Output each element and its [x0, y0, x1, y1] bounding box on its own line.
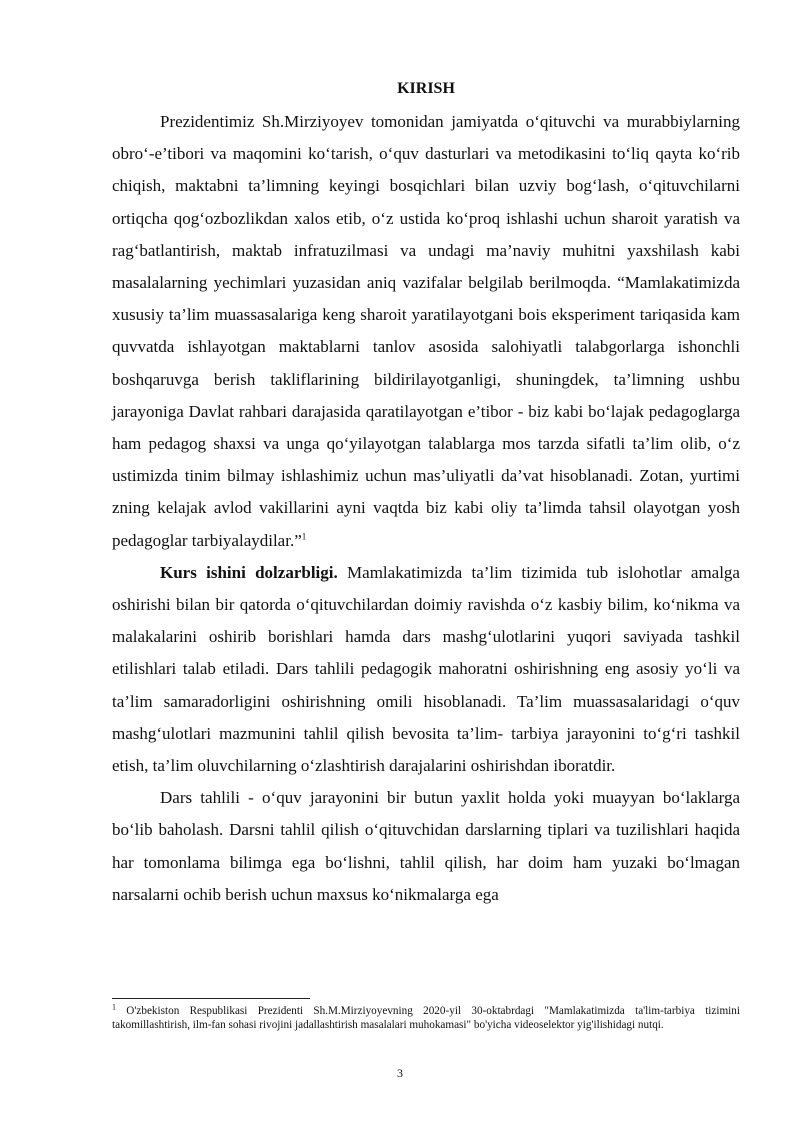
relevance-paragraph: [112, 557, 740, 782]
footnote-divider: [112, 998, 310, 999]
page-body: [112, 76, 740, 911]
relevance-heading: Kurs ishini dolzarbligi.: [160, 562, 338, 582]
footnote-number: 1: [112, 1002, 116, 1012]
lesson-analysis-paragraph: Dars tahlili - o‘quv jarayonini bir butun yaxlit holda yoki muayyan bo‘laklarga bo‘lib baholash. Darsni tahlil qilish o‘qituvchidan darslarning tiplari va tuzilishlari haqida har tomonlama bilimga ega bo‘lishni, tahlil qilish, har doim ham yuzaki bo‘lmagan narsalarni ochib berish uchun maxsus ko‘nikmalarga ega: [112, 788, 740, 904]
intro-paragraph-text: Prezidentimiz Sh.Mirziyoyev tomonidan jamiyatda o‘qituvchi va murabbiylarning obro‘-e’tibori va maqomini ko‘tarish, o‘quv dasturlari va metodikasini to‘liq qayta ko‘rib chiqish, maktabni ta’limning keyingi bosqichlari bilan uzviy bog‘lash, o‘qituvchilarni ortiqcha qog‘ozbozlikdan xalos etib, o‘z ustida ko‘proq ishlashi uchun sharoit yaratish va rag‘batlantirish, maktab infratuzilmasi va undagi ma’naviy muhitni yaxshilash kabi masalalarning yechimlari yuzasidan aniq vazifalar belgilab berilmoqda. “Mamlakatimizda xususiy ta’lim muassasalariga keng sharoit yaratilayotgani bois eksperiment tariqasida kam quvvatda ishlayotgan maktablarni tanlov asosida salohiyatli talabgorlarga ishonchli boshqaruvga berish takliflarining bildirilayotganligi, shuningdek, ta’limning ushbu jarayoniga Davlat rahbari darajasida qaratilayotgan e’tibor - biz kabi bo‘lajak pedagoglarga ham pedagog shaxsi va unga qo‘yilayotgan talablarga mos tarzda sifatli ta’lim olib, o‘z ustimizda tinim bilmay ishlashimiz uchun mas’uliyatli da’vat hisoblanadi. Zotan, yurtimi zning kelajak avlod vakillarini ayni vaqtda biz kabi oliy ta’limda tahsil olayotgan yosh pedagoglar tarbiyalaydilar.”: [112, 112, 740, 550]
footnote-reference[interactable]: 1: [301, 530, 307, 541]
footnote: [112, 1004, 740, 1032]
intro-paragraph: [112, 106, 740, 557]
page-number: 3: [397, 1066, 403, 1080]
section-title: KIRISH: [397, 80, 455, 97]
footnote-text: O'zbekiston Respublikasi Prezidenti Sh.M.Mirziyoyevning 2020-yil 30-oktabrdagi "Mamlakatimizda ta'lim-tarbiya tizimini takomillashtirish, ilm-fan sohasi rivojini jadallashtirish masalalari muhokamasi" bo'yicha videoselektor yig'ilishidagi nutqi.: [112, 1005, 740, 1031]
relevance-paragraph-text: Mamlakatimizda ta’lim tizimida tub islohotlar amalga oshirishi bilan bir qatorda o‘qituvchilardan doimiy ravishda o‘z kasbiy bilim, ko‘nikma va malakalarini oshirib borishlari hamda dars mashg‘ulotlarini yuqori saviyada tashkil etilishlari talab etiladi. Dars tahlili pedagogik mahoratni oshirishning eng asosiy yo‘li va ta’lim samaradorligini oshirishning omili hisoblanadi. Ta’lim muassasalaridagi o‘quv mashg‘ulotlari mazmunini tahlil qilish bevosita ta’lim- tarbiya jarayonini to‘g‘ri tashkil etish, ta’lim oluvchilarning o‘zlashtirish darajalarini oshirishdan iboratdir.: [112, 562, 740, 776]
